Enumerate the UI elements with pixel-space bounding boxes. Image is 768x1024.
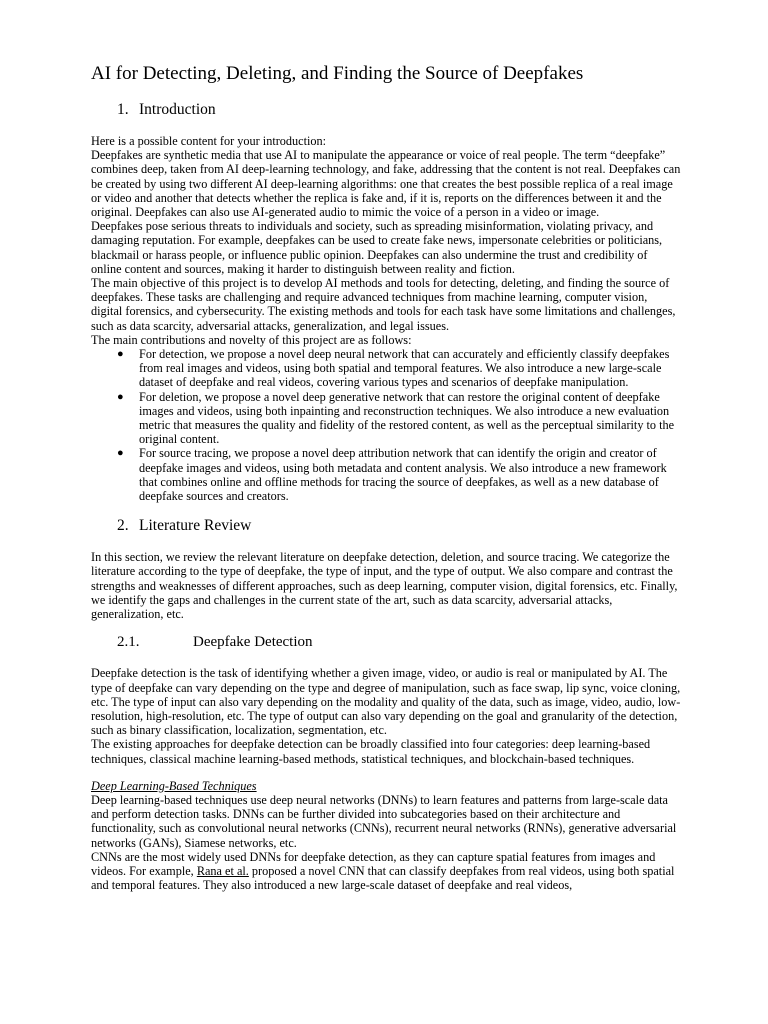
subsection-heading-deepfake-detection [91, 632, 681, 652]
list-item [91, 347, 681, 390]
section-heading-literature-review [91, 516, 681, 536]
section-heading-text: Introduction [139, 101, 216, 118]
intro-paragraph: Deepfakes are synthetic media that use AI to manipulate the appearance or voice of real people. The term “deepfake” combines deep, taken from AI deep-learning technology, and fake, addressing that the content is not real. Deepfakes can be created by using two different AI deep-learning algorithms: one that creates the best possible replica of a real image or video and another that detects whether the replica is fake and, if it is, reports on the differences between it and the original. Deepfakes can also use AI-generated audio to mimic the voice of a person in a video or image. [91, 148, 681, 220]
paragraph-text: CNNs are the most widely used DNNs for deepfake detection, as they can capture spatial features from images and videos. For example, [91, 849, 656, 878]
section-heading-introduction [91, 100, 681, 120]
bullet-icon: ● [117, 390, 124, 403]
list-item-text: For detection, we propose a novel deep neural network that can accurately and efficiently classify deepfakes from real images and videos, using both spatial and temporal features. We also introduce a new large-scale dataset of deepfake and real videos, covering various types and scenarios of deepfake manipulation. [139, 347, 670, 390]
bullet-icon: ● [117, 348, 124, 361]
intro-paragraph: The main objective of this project is to develop AI methods and tools for detecting, deleting, and finding the source of deepfakes. These tasks are challenging and require advanced techniques from machine learning, computer vision, digital forensics, and cybersecurity. The existing methods and tools for each task have some limitations and challenges, such as data scarcity, adversarial attacks, generalization, and legal issues. [91, 276, 676, 333]
list-item [91, 446, 681, 503]
document-body [91, 62, 681, 892]
section-number: 2. [117, 517, 129, 535]
citation-link[interactable]: Rana et al. [196, 863, 249, 878]
detection-paragraph: Deepfake detection is the task of identifying whether a given image, video, or audio is real or manipulated by AI. The type of deepfake can vary depending on the type and degree of manipulation, such as face swap, lip sync, voice cloning, etc. The type of input can also vary depending on the modality and quality of the data, such as image, video, audio, low-resolution, high-resolution, etc. The type of output can also vary depending on the goal and granularity of the detection, such as binary classification, localization, segmentation, etc. [91, 666, 681, 738]
subheading-deep-learning: Deep Learning-Based Techniques [91, 778, 257, 793]
list-item-text: For deletion, we propose a novel deep generative network that can restore the original content of deepfake images and videos, using both inpainting and reconstruction techniques. We also introduce a new evaluation metric that measures the quality and fidelity of the restored content, as well as the perceptual similarity to the original content. [139, 389, 675, 447]
detection-paragraph: The existing approaches for deepfake detection can be broadly classified into four categories: deep learning-based techniques, classical machine learning-based methods, statistical techniques, and blockchain-based techniques. [91, 737, 651, 766]
detection-paragraph [91, 850, 681, 893]
intro-paragraph: Deepfakes pose serious threats to individuals and society, such as spreading misinformation, violating privacy, and damaging reputation. For example, deepfakes can be used to create fake news, impersonate celebrities or politicians, blackmail or harass people, or influence public opinion. Deepfakes can also undermine the trust and credibility of online content and sources, making it harder to distinguish between reality and fiction. [91, 219, 663, 276]
list-item-text: For source tracing, we propose a novel deep attribution network that can identify the origin and creator of deepfake images and videos, using both metadata and content analysis. We also introduce a new framework that combines online and offline methods for tracing the source of deepfakes, as well as a new database of deepfake sources and creators. [139, 446, 667, 504]
list-item [91, 390, 681, 447]
section-number: 1. [117, 101, 129, 118]
document-title: AI for Detecting, Deleting, and Finding the Source of Deepfakes [91, 63, 584, 84]
contributions-list [91, 347, 681, 503]
intro-paragraph: Here is a possible content for your introduction: [91, 134, 327, 148]
paragraph-text: proposed a novel CNN that can classify deepfakes from real videos, using both spatial and temporal features. They also introduced a new large-scale dataset of deepfake and real videos, [91, 863, 675, 893]
literature-paragraph: In this section, we review the relevant literature on deepfake detection, deletion, and source tracing. We categorize the literature according to the type of deepfake, the type of input, and the type of output. We also compare and contrast the strengths and weaknesses of different approaches, such as deep learning, computer vision, digital forensics, etc. Finally, we identify the gaps and challenges in the current state of the art, such as data scarcity, adversarial attacks, generalization, etc. [91, 550, 678, 622]
subsection-heading-text: Deepfake Detection [193, 634, 313, 651]
intro-paragraph: The main contributions and novelty of this project are as follows: [91, 332, 412, 347]
subsection-number: 2.1. [117, 634, 140, 651]
detection-paragraph: Deep learning-based techniques use deep neural networks (DNNs) to learn features and patterns from large-scale data and perform detection tasks. DNNs can be further divided into subcategories based on their architecture and functionality, such as convolutional neural networks (CNNs), recurrent neural networks (RNNs), generative adversarial networks (GANs), Siamese networks, etc. [91, 792, 677, 850]
section-heading-text: Literature Review [139, 517, 252, 535]
bullet-icon: ● [117, 447, 124, 460]
